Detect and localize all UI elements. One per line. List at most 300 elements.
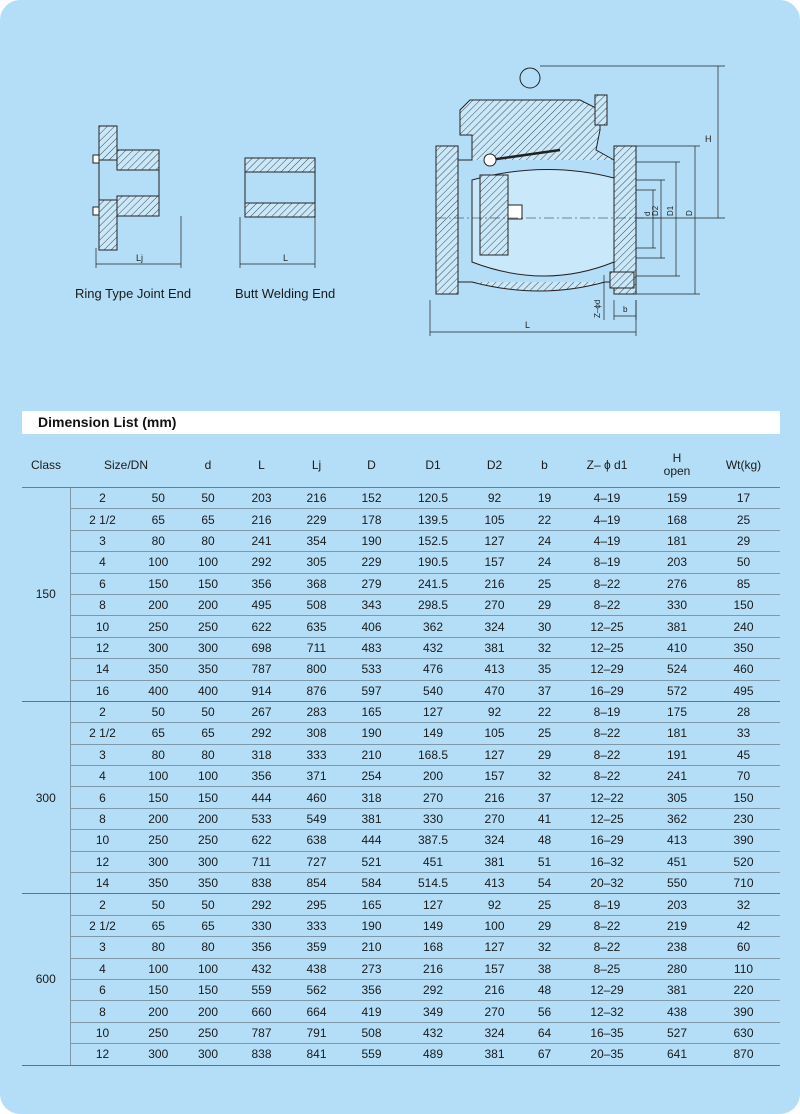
table-cell: 413 [647,830,707,851]
table-cell: 28 [707,701,780,722]
table-cell: 80 [134,530,182,551]
l-dim-label-butt: L [283,253,289,263]
table-cell: 381 [467,1044,522,1065]
table-cell: 219 [647,915,707,936]
table-cell: 876 [289,680,344,701]
table-row [22,766,780,787]
table-cell: 190 [344,915,399,936]
ring-joint-end-drawing [93,126,181,268]
table-cell: 508 [289,594,344,615]
b-dim-label: b [623,305,628,314]
table-cell: 100 [467,915,522,936]
table-cell: 50 [134,894,182,915]
table-row [22,1022,780,1043]
table-cell: 216 [399,958,467,979]
table-cell: 343 [344,594,399,615]
check-valve-section-drawing [430,66,725,336]
table-cell: 333 [289,744,344,765]
class-cell: 300 [22,701,70,894]
table-cell: 80 [182,937,234,958]
table-cell: 54 [522,873,567,894]
table-cell: 12 [70,637,134,658]
table-cell: 727 [289,851,344,872]
header-class: Class [22,443,70,488]
table-cell: 559 [234,979,289,1000]
table-cell: 37 [522,680,567,701]
header-h: H [672,451,682,465]
table-cell: 105 [467,723,522,744]
table-cell: 29 [522,594,567,615]
table-row [22,808,780,829]
table-cell: 190.5 [399,552,467,573]
table-body [22,488,780,1066]
l-dim-label-main: L [525,320,531,330]
table-cell: 250 [182,1022,234,1043]
table-cell: 12–25 [567,637,647,658]
table-cell: 254 [344,766,399,787]
table-cell: 120.5 [399,488,467,509]
table-cell: 238 [647,937,707,958]
table-cell: 100 [182,552,234,573]
h-dim-label: H [705,134,712,144]
table-row [22,958,780,979]
table-cell: 8–19 [567,552,647,573]
table-cell: 362 [647,808,707,829]
table-row [22,787,780,808]
table-cell: 495 [707,680,780,701]
table-cell: 318 [234,744,289,765]
table-cell: 597 [344,680,399,701]
table-cell: 381 [647,979,707,1000]
table-cell: 181 [647,723,707,744]
table-cell: 8–22 [567,766,647,787]
table-cell: 12–32 [567,1001,647,1022]
table-cell: 279 [344,573,399,594]
table-cell: 240 [707,616,780,637]
table-cell: 70 [707,766,780,787]
table-cell: 157 [467,552,522,573]
table-cell: 65 [182,723,234,744]
table-cell: 330 [234,915,289,936]
table-cell: 33 [707,723,780,744]
table-cell: 250 [134,616,182,637]
table-cell: 32 [522,766,567,787]
table-cell: 65 [134,723,182,744]
table-cell: 356 [234,573,289,594]
table-cell: 381 [467,851,522,872]
header-D2: D2 [467,443,522,488]
table-cell: 216 [467,787,522,808]
table-cell: 438 [647,1001,707,1022]
table-cell: 8–19 [567,701,647,722]
table-cell: 191 [647,744,707,765]
table-cell: 387.5 [399,830,467,851]
table-cell: 250 [182,616,234,637]
table-cell: 150 [182,573,234,594]
table-cell: 854 [289,873,344,894]
table-cell: 216 [467,573,522,594]
table-cell: 381 [647,616,707,637]
header-d: d [182,443,234,488]
table-cell: 100 [134,766,182,787]
table-cell: 168.5 [399,744,467,765]
table-row [22,680,780,701]
table-cell: 100 [134,552,182,573]
table-cell: 203 [647,894,707,915]
table-cell: 100 [134,958,182,979]
table-cell: 16 [70,680,134,701]
table-cell: 527 [647,1022,707,1043]
table-cell: 2 1/2 [70,509,134,530]
table-cell: 270 [399,787,467,808]
table-cell: 203 [234,488,289,509]
table-cell: 20–32 [567,873,647,894]
table-cell: 149 [399,915,467,936]
table-cell: 165 [344,894,399,915]
table-cell: 190 [344,530,399,551]
table-cell: 350 [134,659,182,680]
table-cell: 29 [707,530,780,551]
table-cell: 305 [289,552,344,573]
table-cell: 4 [70,958,134,979]
table-cell: 127 [399,894,467,915]
table-cell: 8 [70,594,134,615]
table-cell: 350 [182,659,234,680]
table-header-row [22,443,780,488]
table-cell: 292 [234,723,289,744]
table-row [22,937,780,958]
table-cell: 635 [289,616,344,637]
table-cell: 508 [344,1022,399,1043]
table-row [22,594,780,615]
table-cell: 520 [707,851,780,872]
table-cell: 292 [234,894,289,915]
table-cell: 22 [522,701,567,722]
table-cell: 4 [70,552,134,573]
table-cell: 8–22 [567,573,647,594]
table-cell: 292 [399,979,467,1000]
table-cell: 30 [522,616,567,637]
table-cell: 12 [70,1044,134,1065]
table-cell: 127 [467,530,522,551]
table-row [22,979,780,1000]
table-cell: 110 [707,958,780,979]
table-cell: 324 [467,1022,522,1043]
table-cell: 664 [289,1001,344,1022]
table-cell: 870 [707,1044,780,1065]
table-cell: 300 [182,1044,234,1065]
table-cell: 45 [707,744,780,765]
table-cell: 283 [289,701,344,722]
table-row [22,509,780,530]
table-cell: 10 [70,616,134,637]
table-cell: 200 [182,1001,234,1022]
table-cell: 559 [344,1044,399,1065]
table-cell: 2 1/2 [70,915,134,936]
table-cell: 300 [182,851,234,872]
table-cell: 698 [234,637,289,658]
table-cell: 150 [134,979,182,1000]
table-cell: 210 [344,937,399,958]
table-cell: 152.5 [399,530,467,551]
table-row [22,744,780,765]
table-cell: 150 [134,573,182,594]
table-cell: 914 [234,680,289,701]
table-cell: 524 [647,659,707,680]
table-cell: 32 [522,937,567,958]
table-cell: 229 [344,552,399,573]
table-cell: 533 [234,808,289,829]
table-cell: 622 [234,616,289,637]
table-cell: 250 [182,830,234,851]
table-cell: 37 [522,787,567,808]
table-cell: 14 [70,873,134,894]
d-dim-label: d [643,211,652,216]
table-cell: 127 [467,937,522,958]
table-cell: 444 [344,830,399,851]
table-cell: 50 [134,701,182,722]
table-cell: 390 [707,1001,780,1022]
table-cell: 200 [134,594,182,615]
table-cell: 8–22 [567,744,647,765]
table-cell: 216 [467,979,522,1000]
header-h-open [647,443,707,488]
table-cell: 14 [70,659,134,680]
table-cell: 460 [289,787,344,808]
table-cell: 3 [70,744,134,765]
table-cell: 550 [647,873,707,894]
table-cell: 356 [344,979,399,1000]
zd1-dim-label: Z–ϕd [593,299,602,318]
table-cell: 241.5 [399,573,467,594]
table-row [22,530,780,551]
table-cell: 50 [182,894,234,915]
table-cell: 330 [399,808,467,829]
table-cell: 483 [344,637,399,658]
table-cell: 241 [647,766,707,787]
table-cell: 8 [70,808,134,829]
table-cell: 438 [289,958,344,979]
table-cell: 622 [234,830,289,851]
table-cell: 200 [134,808,182,829]
table-cell: 295 [289,894,344,915]
table-cell: 127 [399,701,467,722]
table-cell: 298.5 [399,594,467,615]
table-cell: 660 [234,1001,289,1022]
table-cell: 25 [522,573,567,594]
table-cell: 711 [289,637,344,658]
table-cell: 2 1/2 [70,723,134,744]
table-cell: 8 [70,1001,134,1022]
table-cell: 533 [344,659,399,680]
table-cell: 48 [522,979,567,1000]
table-cell: 48 [522,830,567,851]
table-cell: 25 [707,509,780,530]
table-cell: 181 [647,530,707,551]
table-cell: 64 [522,1022,567,1043]
table-cell: 65 [182,509,234,530]
table-cell: 216 [289,488,344,509]
table-cell: 2 [70,701,134,722]
table-cell: 318 [344,787,399,808]
table-cell: 22 [522,509,567,530]
table-cell: 270 [467,808,522,829]
table-cell: 350 [134,873,182,894]
table-cell: 8–22 [567,723,647,744]
header-b: b [522,443,567,488]
table-cell: 3 [70,937,134,958]
table-cell: 6 [70,979,134,1000]
table-cell: 540 [399,680,467,701]
table-cell: 349 [399,1001,467,1022]
table-cell: 17 [707,488,780,509]
table-row [22,894,780,915]
table-cell: 241 [234,530,289,551]
table-cell: 92 [467,894,522,915]
table-cell: 572 [647,680,707,701]
table-cell: 267 [234,701,289,722]
table-cell: 56 [522,1001,567,1022]
table-cell: 29 [522,915,567,936]
table-cell: 16–32 [567,851,647,872]
table-cell: 400 [182,680,234,701]
table-cell: 6 [70,573,134,594]
table-cell: 200 [134,1001,182,1022]
table-cell: 356 [234,937,289,958]
table-cell: 203 [647,552,707,573]
table-cell: 200 [182,808,234,829]
table-cell: 50 [182,488,234,509]
table-cell: 2 [70,488,134,509]
table-cell: 127 [467,744,522,765]
table-cell: 711 [234,851,289,872]
table-cell: 85 [707,573,780,594]
table-cell: 168 [647,509,707,530]
table-cell: 432 [399,1022,467,1043]
table-cell: 50 [134,488,182,509]
table-cell: 413 [467,873,522,894]
table-cell: 200 [182,594,234,615]
table-cell: 641 [647,1044,707,1065]
table-cell: 362 [399,616,467,637]
table-cell: 35 [522,659,567,680]
table-cell: 152 [344,488,399,509]
table-cell: 300 [134,851,182,872]
table-cell: 80 [134,744,182,765]
table-cell: 630 [707,1022,780,1043]
table-cell: 178 [344,509,399,530]
table-cell: 10 [70,1022,134,1043]
table-cell: 165 [344,701,399,722]
table-cell: 29 [522,744,567,765]
table-cell: 270 [467,594,522,615]
table-cell: 12–29 [567,979,647,1000]
table-cell: 168 [399,937,467,958]
table-cell: 24 [522,552,567,573]
table-cell: 149 [399,723,467,744]
table-cell: 410 [647,637,707,658]
table-row [22,488,780,509]
table-cell: 400 [134,680,182,701]
table-cell: 419 [344,1001,399,1022]
table-cell: 787 [234,1022,289,1043]
table-cell: 150 [707,787,780,808]
table-cell: 80 [182,530,234,551]
table-row [22,723,780,744]
table-cell: 2 [70,894,134,915]
table-cell: 32 [707,894,780,915]
table-cell: 32 [522,637,567,658]
table-cell: 324 [467,616,522,637]
table-cell: 381 [467,637,522,658]
table-cell: 16–29 [567,680,647,701]
table-cell: 20–35 [567,1044,647,1065]
table-cell: 150 [182,979,234,1000]
table-row [22,873,780,894]
table-cell: 432 [234,958,289,979]
table-cell: 250 [134,830,182,851]
table-cell: 8–25 [567,958,647,979]
D-dim-label: D [685,210,694,216]
table-row [22,1001,780,1022]
table-cell: 292 [234,552,289,573]
header-Lj: Lj [289,443,344,488]
table-cell: 413 [467,659,522,680]
table-row [22,552,780,573]
table-cell: 200 [399,766,467,787]
table-cell: 16–35 [567,1022,647,1043]
table-title: Dimension List (mm) [38,414,177,430]
table-cell: 489 [399,1044,467,1065]
table-row [22,637,780,658]
table-cell: 100 [182,958,234,979]
technical-drawings [0,0,800,400]
header-L: L [234,443,289,488]
d1-dim-label: D1 [666,205,675,216]
table-cell: 67 [522,1044,567,1065]
table-cell: 19 [522,488,567,509]
table-cell: 65 [134,509,182,530]
table-cell: 470 [467,680,522,701]
table-cell: 50 [182,701,234,722]
table-cell: 10 [70,830,134,851]
table-cell: 330 [647,594,707,615]
table-cell: 157 [467,958,522,979]
table-cell: 8–22 [567,915,647,936]
table-cell: 65 [182,915,234,936]
header-D: D [344,443,399,488]
table-cell: 41 [522,808,567,829]
table-cell: 354 [289,530,344,551]
table-cell: 4–19 [567,530,647,551]
table-cell: 350 [707,637,780,658]
table-cell: 381 [344,808,399,829]
table-cell: 300 [182,637,234,658]
ring-joint-caption: Ring Type Joint End [75,286,192,301]
table-cell: 50 [707,552,780,573]
table-cell: 157 [467,766,522,787]
table-cell: 432 [399,637,467,658]
table-cell: 495 [234,594,289,615]
table-cell: 8–22 [567,937,647,958]
table-title-bar [22,411,780,434]
table-cell: 451 [399,851,467,872]
header-weight: Wt(kg) [707,443,780,488]
table-row [22,659,780,680]
table-cell: 230 [707,808,780,829]
table-cell: 100 [182,766,234,787]
table-cell: 406 [344,616,399,637]
